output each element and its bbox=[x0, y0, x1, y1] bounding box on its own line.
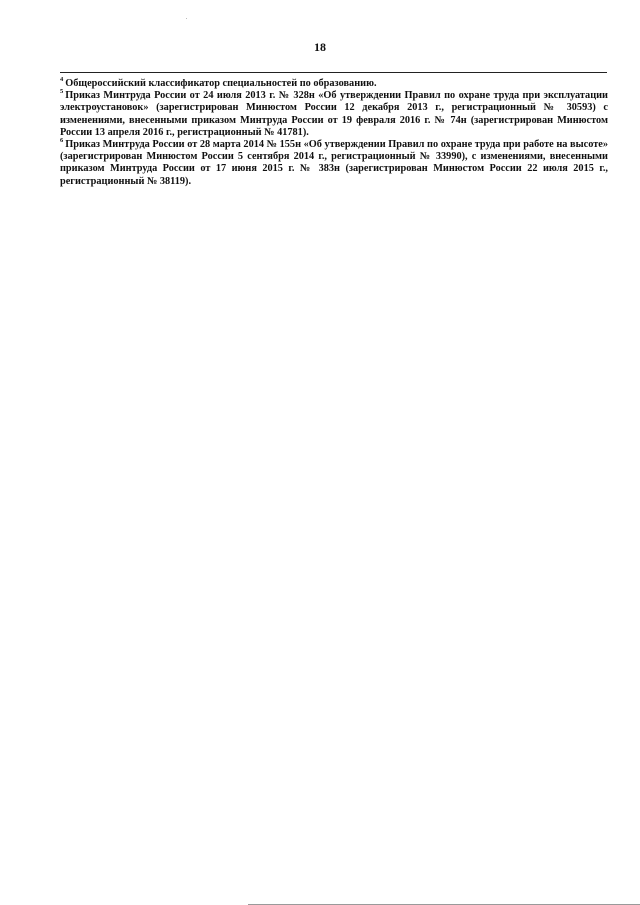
footnote-separator-line bbox=[60, 72, 607, 73]
footnotes-section bbox=[60, 75, 608, 188]
scan-speck bbox=[186, 18, 187, 19]
footnote-marker: 4 bbox=[60, 75, 64, 83]
footnote-4 bbox=[60, 75, 608, 90]
footnote-marker: 6 bbox=[60, 136, 64, 144]
footnote-text: Приказ Минтруда России от 24 июля 2013 г. № 328н «Об утверждении Правил по охране труда при эксплуатации электроустановок» (зарегистрирован Минюстом России 12 декабря 2013 г., регистрационный № 30593) с изменениями, внесенными приказом Минтруда России от 19 февраля 2016 г. № 74н (зарегистрирован Минюстом России 13 апреля 2016 г., регистрационный № 41781). bbox=[60, 90, 608, 138]
page-number: 18 bbox=[314, 40, 326, 54]
footnote-text: Общероссийский классификатор специальностей по образованию. bbox=[65, 78, 377, 89]
footnote-text: Приказ Минтруда России от 28 марта 2014 № 155н «Об утверждении Правил по охране труда при работе на высоте» (зарегистрирован Минюстом России 5 сентября 2014 г., регистрационный № 33990), с изменениями, внесенными приказом Минтруда России от 17 июня 2015 г. № 383н (зарегистрирован Минюстом России 22 июля 2015 г., регистрационный № 38119). bbox=[60, 139, 608, 187]
footnote-6 bbox=[60, 136, 608, 188]
footnote-marker: 5 bbox=[60, 87, 64, 95]
footnote-5 bbox=[60, 87, 608, 139]
